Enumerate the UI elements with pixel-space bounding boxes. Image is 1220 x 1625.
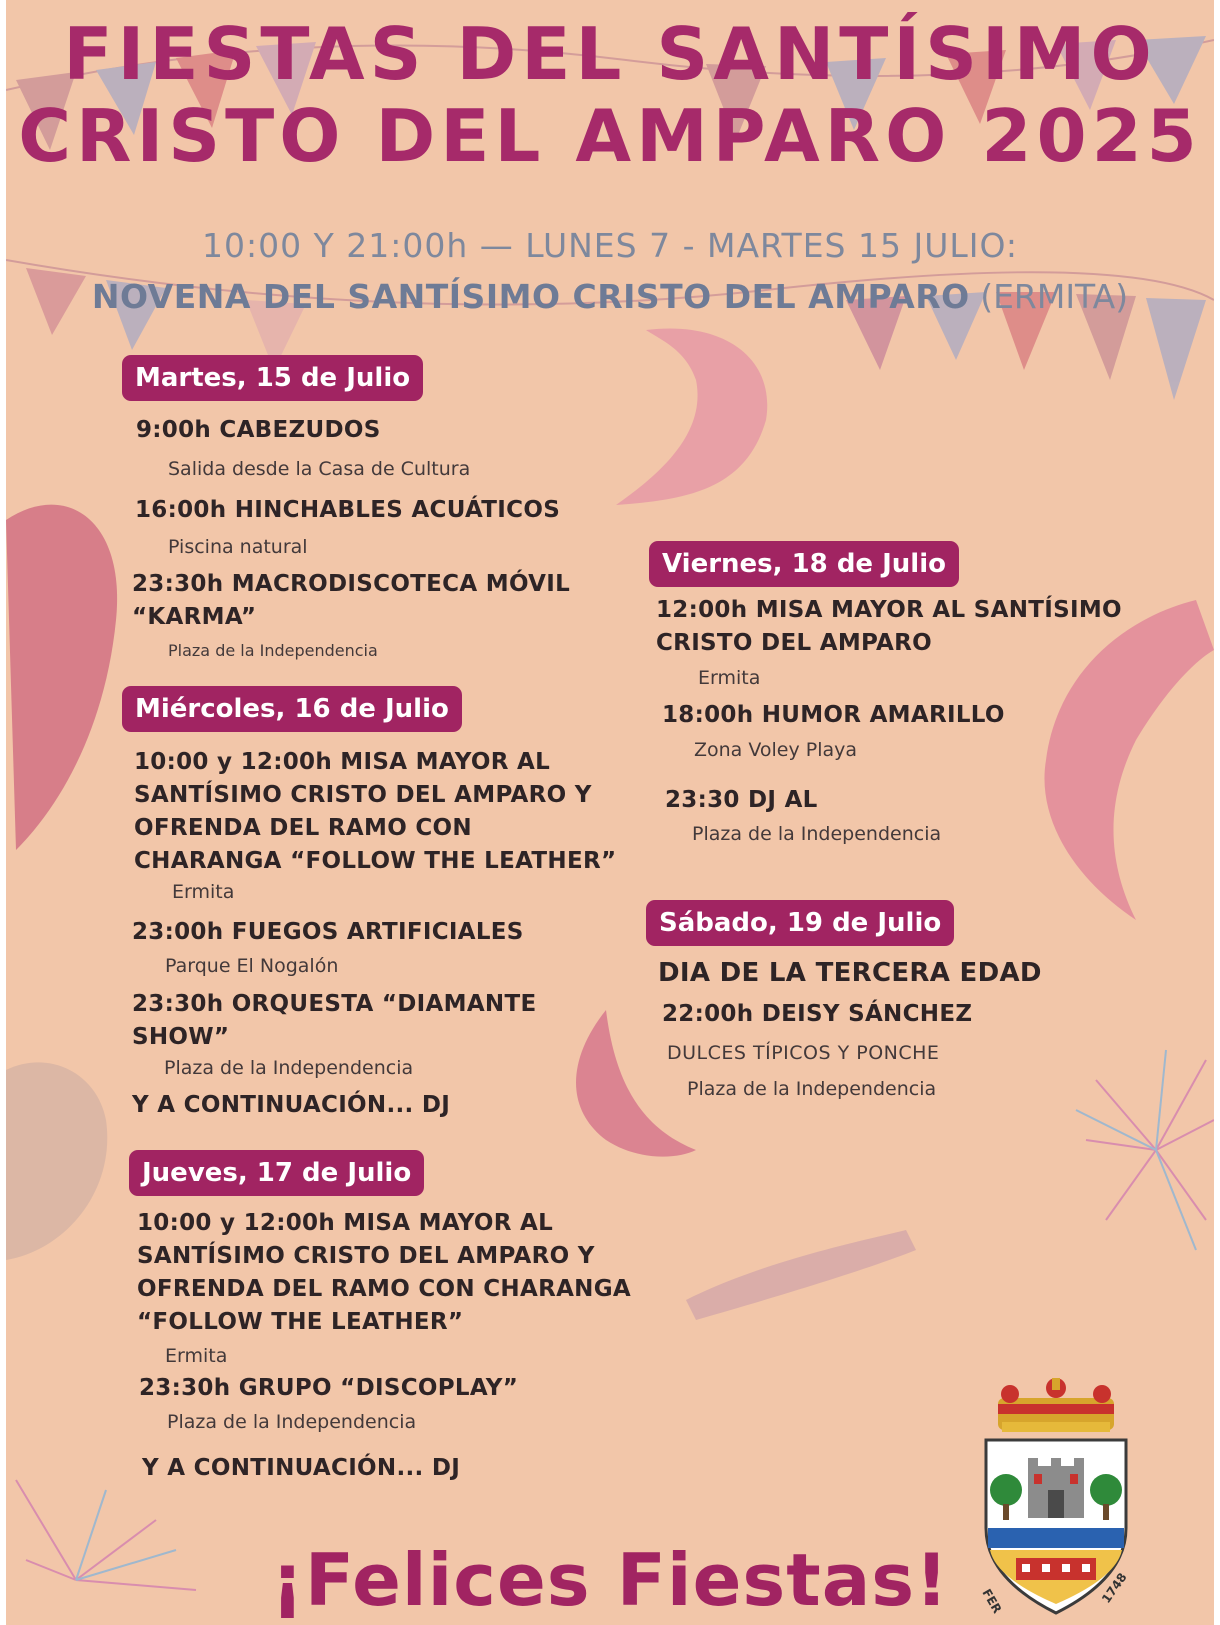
coat-of-arms-icon — [976, 1378, 1136, 1625]
shield-ring-text: FER — [979, 1586, 1005, 1616]
event-title: OFRENDA DEL RAMO CON — [134, 815, 472, 841]
event-title: 23:00h FUEGOS ARTIFICIALES — [132, 919, 524, 945]
day-badge-miercoles: Miércoles, 16 de Julio — [122, 686, 462, 732]
village-icon — [1016, 1558, 1096, 1580]
day-badge-viernes: Viernes, 18 de Julio — [649, 541, 959, 587]
event-place: Salida desde la Casa de Cultura — [168, 458, 471, 480]
poster-title-line2: CRISTO DEL AMPARO 2025 — [18, 94, 1202, 178]
event-title: 18:00h HUMOR AMARILLO — [662, 702, 1005, 728]
event-place: Plaza de la Independencia — [687, 1078, 937, 1100]
event-title: “KARMA” — [132, 604, 257, 630]
event-title: OFRENDA DEL RAMO CON CHARANGA — [137, 1276, 632, 1302]
novena-line — [6, 277, 1214, 316]
day-badge-martes: Martes, 15 de Julio — [122, 355, 423, 401]
event-place: Ermita — [698, 667, 761, 689]
poster-title-line1: FIESTAS DEL SANTÍSIMO — [63, 12, 1157, 96]
event-place: Zona Voley Playa — [694, 739, 858, 761]
event-place: Ermita — [172, 881, 235, 903]
event-title: 22:00h DEISY SÁNCHEZ — [662, 1001, 973, 1027]
event-title: Y A CONTINUACIÓN... DJ — [132, 1092, 451, 1118]
novena-title: NOVENA DEL SANTÍSIMO CRISTO DEL AMPARO — [91, 277, 970, 316]
event-place: Plaza de la Independencia — [164, 1057, 414, 1079]
event-place: Piscina natural — [168, 536, 308, 558]
shield-ring-year: 1748 — [1098, 1570, 1130, 1606]
event-title: CRISTO DEL AMPARO — [656, 630, 933, 656]
tower-icon — [1028, 1458, 1084, 1518]
day-badge-jueves: Jueves, 17 de Julio — [129, 1150, 424, 1196]
event-note: DULCES TÍPICOS Y PONCHE — [667, 1042, 940, 1064]
novena-place: (ERMITA) — [980, 277, 1129, 316]
event-title: “FOLLOW THE LEATHER” — [137, 1309, 464, 1335]
event-title: SHOW” — [132, 1024, 230, 1050]
event-title: DIA DE LA TERCERA EDAD — [658, 958, 1042, 988]
event-place: Parque El Nogalón — [165, 955, 339, 977]
event-title: SANTÍSIMO CRISTO DEL AMPARO Y — [137, 1243, 595, 1269]
event-title: 10:00 y 12:00h MISA MAYOR AL — [134, 749, 551, 775]
event-place: Plaza de la Independencia — [167, 1411, 417, 1433]
crown-icon — [998, 1378, 1114, 1432]
day-badge-sabado: Sábado, 19 de Julio — [646, 900, 954, 946]
event-title: 23:30h GRUPO “DISCOPLAY” — [139, 1375, 519, 1401]
event-place: Plaza de la Independencia — [692, 823, 942, 845]
event-title: 23:30h ORQUESTA “DIAMANTE — [132, 991, 537, 1017]
event-title: Y A CONTINUACIÓN... DJ — [142, 1455, 461, 1481]
novena-schedule: 10:00 Y 21:00h — LUNES 7 - MARTES 15 JULIO: — [201, 226, 1018, 265]
event-place: Plaza de la Independencia — [168, 641, 378, 660]
festival-poster — [6, 0, 1214, 1625]
event-title: 12:00h MISA MAYOR AL SANTÍSIMO — [656, 597, 1122, 623]
event-title: CHARANGA “FOLLOW THE LEATHER” — [134, 848, 617, 874]
event-title: 16:00h HINCHABLES ACUÁTICOS — [135, 497, 561, 523]
event-title: SANTÍSIMO CRISTO DEL AMPARO Y — [134, 782, 592, 808]
event-title: 23:30 DJ AL — [665, 787, 818, 813]
event-title: 23:30h MACRODISCOTECA MÓVIL — [132, 571, 571, 597]
event-title: 9:00h CABEZUDOS — [136, 417, 381, 443]
event-place: Ermita — [165, 1345, 228, 1367]
closing-greeting: ¡Felices Fiestas! — [271, 1538, 949, 1622]
event-title: 10:00 y 12:00h MISA MAYOR AL — [137, 1210, 554, 1236]
